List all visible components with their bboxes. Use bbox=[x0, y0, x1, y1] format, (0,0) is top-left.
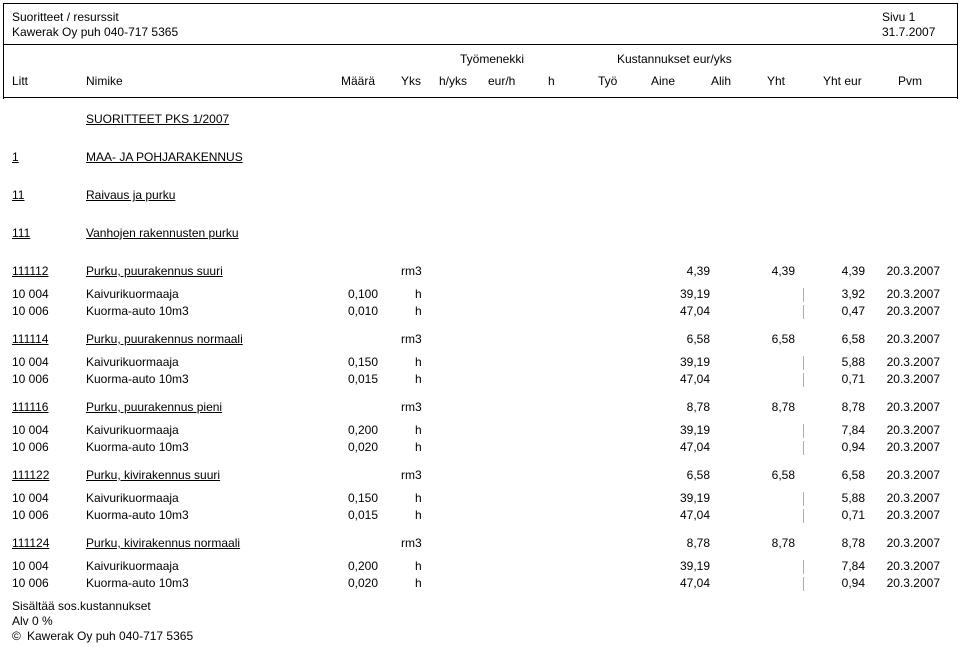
item-unit: rm3 bbox=[401, 264, 422, 278]
cell-edge bbox=[803, 356, 804, 370]
col-header-nimike: Nimike bbox=[86, 74, 123, 88]
resource-name: Kuorma-auto 10m3 bbox=[86, 372, 189, 386]
section-code: 1 bbox=[12, 150, 19, 164]
resource-name: Kuorma-auto 10m3 bbox=[86, 508, 189, 522]
resource-code: 10 004 bbox=[12, 355, 49, 369]
item-unit: rm3 bbox=[401, 400, 422, 414]
col-header-hyks: h/yks bbox=[439, 74, 468, 88]
resource-unit: h bbox=[415, 559, 422, 573]
resource-code: 10 004 bbox=[12, 491, 49, 505]
item-unit: rm3 bbox=[401, 468, 422, 482]
item-yht-eur: 4,39 bbox=[841, 264, 865, 278]
resource-pvm: 20.3.2007 bbox=[886, 372, 940, 386]
resource-qty: 0,200 bbox=[347, 423, 378, 437]
cell-edge bbox=[803, 424, 804, 438]
col-header-litt: Litt bbox=[12, 74, 29, 88]
resource-yht-eur: 0,47 bbox=[841, 304, 865, 318]
page-number: Sivu 1 bbox=[882, 10, 916, 24]
resource-unit: h bbox=[415, 287, 422, 301]
resource-pvm: 20.3.2007 bbox=[886, 491, 940, 505]
copyright-icon: © bbox=[12, 629, 21, 643]
cell-edge bbox=[803, 509, 804, 523]
section-title: SUORITTEET PKS 1/2007 bbox=[86, 112, 230, 126]
resource-name: Kuorma-auto 10m3 bbox=[86, 576, 189, 590]
item-name: Purku, kivirakennus normaali bbox=[86, 536, 241, 550]
resource-code: 10 006 bbox=[12, 508, 49, 522]
resource-yht-eur: 7,84 bbox=[841, 423, 865, 437]
resource-row bbox=[0, 559, 960, 573]
item-tyo: 6,58 bbox=[686, 468, 710, 482]
report-title: Suoritteet / resurssit bbox=[12, 10, 119, 24]
resource-pvm: 20.3.2007 bbox=[886, 355, 940, 369]
resource-price: 47,04 bbox=[679, 508, 710, 522]
resource-name: Kuorma-auto 10m3 bbox=[86, 304, 189, 318]
item-row bbox=[0, 536, 960, 550]
item-name: Purku, puurakennus pieni bbox=[86, 400, 223, 414]
resource-name: Kaivurikuormaaja bbox=[86, 355, 179, 369]
resource-price: 39,19 bbox=[679, 491, 710, 505]
resource-row bbox=[0, 423, 960, 437]
resource-qty: 0,015 bbox=[347, 508, 378, 522]
item-tyo: 4,39 bbox=[686, 264, 710, 278]
col-header-eurh: eur/h bbox=[488, 74, 516, 88]
footer-note: Sisältää sos.kustannukset bbox=[12, 599, 151, 613]
resource-name: Kaivurikuormaaja bbox=[86, 423, 179, 437]
cell-edge bbox=[803, 577, 804, 591]
resource-unit: h bbox=[415, 440, 422, 454]
resource-qty: 0,020 bbox=[347, 440, 378, 454]
footer-vat: Alv 0 % bbox=[12, 614, 53, 628]
section-code: 111 bbox=[12, 226, 31, 240]
item-pvm: 20.3.2007 bbox=[886, 468, 940, 482]
item-tyo: 8,78 bbox=[686, 536, 710, 550]
resource-row bbox=[0, 508, 960, 522]
col-header-alih: Alih bbox=[711, 74, 732, 88]
footer-copyright: Kawerak Oy puh 040-717 5365 bbox=[27, 629, 194, 643]
group-header-workforce: Työmenekki bbox=[460, 52, 525, 66]
item-tyo: 8,78 bbox=[686, 400, 710, 414]
resource-price: 39,19 bbox=[679, 559, 710, 573]
col-header-aine: Aine bbox=[651, 74, 676, 88]
item-name: Purku, puurakennus normaali bbox=[86, 332, 243, 346]
resource-yht-eur: 0,94 bbox=[841, 576, 865, 590]
item-pvm: 20.3.2007 bbox=[886, 400, 940, 414]
resource-name: Kaivurikuormaaja bbox=[86, 491, 179, 505]
item-row bbox=[0, 264, 960, 278]
resource-pvm: 20.3.2007 bbox=[886, 508, 940, 522]
resource-code: 10 004 bbox=[12, 423, 49, 437]
resource-row bbox=[0, 372, 960, 386]
col-header-h: h bbox=[548, 74, 555, 88]
resource-pvm: 20.3.2007 bbox=[886, 304, 940, 318]
cell-edge bbox=[803, 560, 804, 574]
resource-price: 39,19 bbox=[679, 423, 710, 437]
item-code: 111124 bbox=[12, 536, 50, 550]
item-row bbox=[0, 332, 960, 346]
resource-code: 10 006 bbox=[12, 576, 49, 590]
item-code: 111116 bbox=[12, 400, 49, 414]
item-code: 111114 bbox=[12, 332, 49, 346]
item-tyo: 6,58 bbox=[686, 332, 710, 346]
resource-unit: h bbox=[415, 304, 422, 318]
resource-row bbox=[0, 287, 960, 301]
item-yht: 6,58 bbox=[771, 332, 795, 346]
resource-name: Kuorma-auto 10m3 bbox=[86, 440, 189, 454]
item-row bbox=[0, 468, 960, 482]
section-name: Vanhojen rakennusten purku bbox=[86, 226, 239, 240]
item-yht-eur: 6,58 bbox=[841, 468, 865, 482]
resource-row bbox=[0, 355, 960, 369]
resource-price: 47,04 bbox=[679, 576, 710, 590]
resource-name: Kaivurikuormaaja bbox=[86, 559, 179, 573]
resource-price: 39,19 bbox=[679, 287, 710, 301]
resource-yht-eur: 3,92 bbox=[841, 287, 865, 301]
item-name: Purku, kivirakennus suuri bbox=[86, 468, 221, 482]
cell-edge bbox=[803, 441, 804, 455]
col-header-yks: Yks bbox=[401, 74, 422, 88]
resource-yht-eur: 5,88 bbox=[841, 491, 865, 505]
resource-yht-eur: 5,88 bbox=[841, 355, 865, 369]
resource-unit: h bbox=[415, 576, 422, 590]
item-code: 111122 bbox=[12, 468, 50, 482]
item-yht: 6,58 bbox=[771, 468, 795, 482]
resource-row bbox=[0, 576, 960, 590]
resource-code: 10 004 bbox=[12, 559, 49, 573]
resource-pvm: 20.3.2007 bbox=[886, 440, 940, 454]
item-row bbox=[0, 400, 960, 414]
resource-row bbox=[0, 440, 960, 454]
resource-yht-eur: 7,84 bbox=[841, 559, 865, 573]
resource-unit: h bbox=[415, 423, 422, 437]
resource-code: 10 006 bbox=[12, 440, 49, 454]
item-pvm: 20.3.2007 bbox=[886, 264, 940, 278]
cell-edge bbox=[803, 492, 804, 506]
resource-unit: h bbox=[415, 508, 422, 522]
col-header-tyo: Työ bbox=[598, 74, 618, 88]
resource-qty: 0,100 bbox=[347, 287, 378, 301]
item-name: Purku, puurakennus suuri bbox=[86, 264, 223, 278]
resource-qty: 0,150 bbox=[347, 491, 378, 505]
item-yht-eur: 8,78 bbox=[841, 536, 865, 550]
item-yht: 8,78 bbox=[771, 400, 795, 414]
resource-unit: h bbox=[415, 491, 422, 505]
company-info: Kawerak Oy puh 040-717 5365 bbox=[12, 25, 179, 39]
col-header-yht-eur: Yht eur bbox=[823, 74, 862, 88]
item-yht: 4,39 bbox=[771, 264, 795, 278]
resource-qty: 0,015 bbox=[347, 372, 378, 386]
cell-edge bbox=[803, 305, 804, 319]
resource-unit: h bbox=[415, 355, 422, 369]
resource-pvm: 20.3.2007 bbox=[886, 559, 940, 573]
resource-name: Kaivurikuormaaja bbox=[86, 287, 179, 301]
resource-code: 10 006 bbox=[12, 304, 49, 318]
item-yht-eur: 6,58 bbox=[841, 332, 865, 346]
item-pvm: 20.3.2007 bbox=[886, 332, 940, 346]
item-unit: rm3 bbox=[401, 332, 422, 346]
resource-price: 39,19 bbox=[679, 355, 710, 369]
item-unit: rm3 bbox=[401, 536, 422, 550]
resource-row bbox=[0, 304, 960, 318]
section-code: 11 bbox=[12, 188, 25, 202]
item-code: 111112 bbox=[12, 264, 49, 278]
item-pvm: 20.3.2007 bbox=[886, 536, 940, 550]
col-header-yht: Yht bbox=[767, 74, 786, 88]
item-yht-eur: 8,78 bbox=[841, 400, 865, 414]
section-name: Raivaus ja purku bbox=[86, 188, 176, 202]
resource-unit: h bbox=[415, 372, 422, 386]
resource-pvm: 20.3.2007 bbox=[886, 576, 940, 590]
resource-code: 10 004 bbox=[12, 287, 49, 301]
resource-pvm: 20.3.2007 bbox=[886, 423, 940, 437]
report-date: 31.7.2007 bbox=[882, 25, 936, 39]
group-header-costs: Kustannukset eur/yks bbox=[617, 52, 732, 66]
resource-yht-eur: 0,94 bbox=[841, 440, 865, 454]
cell-edge bbox=[803, 288, 804, 302]
resource-yht-eur: 0,71 bbox=[841, 508, 865, 522]
resource-price: 47,04 bbox=[679, 304, 710, 318]
col-header-pvm: Pvm bbox=[898, 74, 922, 88]
resource-row bbox=[0, 491, 960, 505]
item-yht: 8,78 bbox=[771, 536, 795, 550]
resource-price: 47,04 bbox=[679, 440, 710, 454]
resource-code: 10 006 bbox=[12, 372, 49, 386]
cell-edge bbox=[803, 373, 804, 387]
resource-qty: 0,010 bbox=[347, 304, 378, 318]
resource-qty: 0,020 bbox=[347, 576, 378, 590]
resource-price: 47,04 bbox=[679, 372, 710, 386]
col-header-maara: Määrä bbox=[340, 74, 375, 88]
resource-yht-eur: 0,71 bbox=[841, 372, 865, 386]
resource-qty: 0,150 bbox=[347, 355, 378, 369]
resource-pvm: 20.3.2007 bbox=[886, 287, 940, 301]
resource-qty: 0,200 bbox=[347, 559, 378, 573]
section-name: MAA- JA POHJARAKENNUS bbox=[86, 150, 243, 164]
